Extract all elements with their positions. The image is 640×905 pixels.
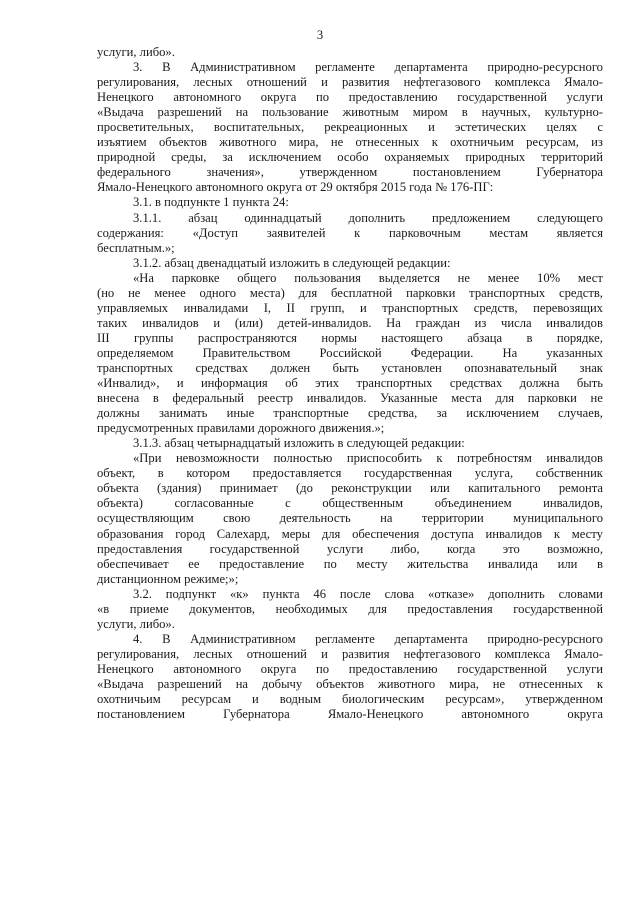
text-line: изъятием объектов животного мира, не отнесенных к охотничьим ресурсам, из: [97, 135, 603, 150]
text-line: предусмотренных правилами дорожного движения.»;: [97, 421, 385, 436]
text-line: «Инвалид», и информация об этих транспортных средствах должна быть: [97, 376, 603, 391]
text-line: обеспечивает ее предоставление по месту жительства инвалида или в: [97, 556, 603, 571]
text-line: «Выдача разрешений на добычу объектов животного мира, не отнесенных к: [97, 676, 603, 691]
text-line: 3. В Административном регламенте департамента природно-ресурсного: [133, 60, 603, 75]
text-line: 3.1.1. абзац одиннадцатый дополнить предложением следующего: [133, 210, 603, 225]
text-line: (но не менее одного места) для бесплатной парковки транспортных средств,: [97, 285, 603, 300]
text-line: образования город Салехард, меры для обеспечения доступа инвалидов к месту: [97, 526, 603, 541]
text-line: регулирования, лесных отношений и развития нефтегазового комплекса Ямало-: [97, 646, 603, 661]
text-line: бесплатным.»;: [97, 240, 175, 255]
text-line: 3.1.2. абзац двенадцатый изложить в следующей редакции:: [133, 255, 451, 270]
text-line: 4. В Административном регламенте департамента природно-ресурсного: [133, 631, 603, 646]
text-line: 3.2. подпункт «к» пункта 46 после слова «отказе» дополнить словами: [133, 586, 603, 601]
text-line: III группы распространяются нормы настоящего абзаца в порядке,: [97, 330, 603, 345]
text-line: «в приеме документов, необходимых для предоставления государственной: [97, 601, 603, 616]
text-line: транспортных средствах должен быть установлен опознавательный знак: [97, 360, 603, 375]
text-line: 3.1. в подпункте 1 пункта 24:: [133, 195, 289, 210]
text-line: должны занимать иные транспортные средства, за исключением случаев,: [97, 406, 603, 421]
text-line: таких инвалидов и (или) детей-инвалидов. На граждан из числа инвалидов: [97, 315, 603, 330]
text-line: регулирования, лесных отношений и развития нефтегазового комплекса Ямало-: [97, 75, 603, 90]
text-line: объекта) согласованные с общественным объединением инвалидов,: [97, 496, 603, 511]
text-line: Ненецкого автономного округа по предоставлению государственной услуги: [97, 90, 603, 105]
text-line: просветительных, воспитательных, рекреационных и эстетических целях с: [97, 120, 603, 135]
text-line: объекта (здания) принимает (до реконструкции или капитального ремонта: [97, 481, 603, 496]
text-line: содержания: «Доступ заявителей к парковочным местам является: [97, 225, 603, 240]
text-line: федерального значения», утвержденном постановлением Губернатора: [97, 165, 603, 180]
text-line: 3.1.3. абзац четырнадцатый изложить в следующей редакции:: [133, 436, 465, 451]
text-line: осуществляющим свою деятельность на территории муниципального: [97, 511, 603, 526]
text-line: «Выдача разрешений на пользование животным миром в научных, культурно-: [97, 105, 603, 120]
text-line: природной среды, за исключением особо охраняемых природных территорий: [97, 150, 603, 165]
text-line: дистанционном режиме;»;: [97, 571, 239, 586]
text-line: «На парковке общего пользования выделяется не менее 10% мест: [133, 270, 603, 285]
text-line: постановлением Губернатора Ямало-Ненецкого автономного округа: [97, 707, 603, 722]
text-line: услуги, либо».: [97, 45, 175, 59]
text-line: определяемом Правительством Российской Федерации. На указанных: [97, 345, 603, 360]
text-line: управляемых инвалидами I, II групп, и транспортных средств, перевозящих: [97, 300, 603, 315]
text-line: охотничьим ресурсам и водным биологическим ресурсам», утвержденном: [97, 692, 603, 707]
text-line: предоставления государственной услуги либо, когда это возможно,: [97, 541, 603, 556]
document-body: [97, 45, 603, 722]
page-number: 3: [316, 28, 324, 42]
text-line: Ненецкого автономного округа по предоставлению государственной услуги: [97, 661, 603, 676]
text-line: Ямало-Ненецкого автономного округа от 29 октября 2015 года № 176-ПГ:: [97, 180, 494, 195]
text-line: услуги, либо».: [97, 616, 175, 631]
text-line: «При невозможности полностью приспособить к потребностям инвалидов: [133, 451, 603, 466]
text-line: внесена в федеральный реестр инвалидов. Указанные места для парковки не: [97, 391, 603, 406]
text-line: объект, в котором предоставляется государственная услуга, собственник: [97, 466, 603, 481]
